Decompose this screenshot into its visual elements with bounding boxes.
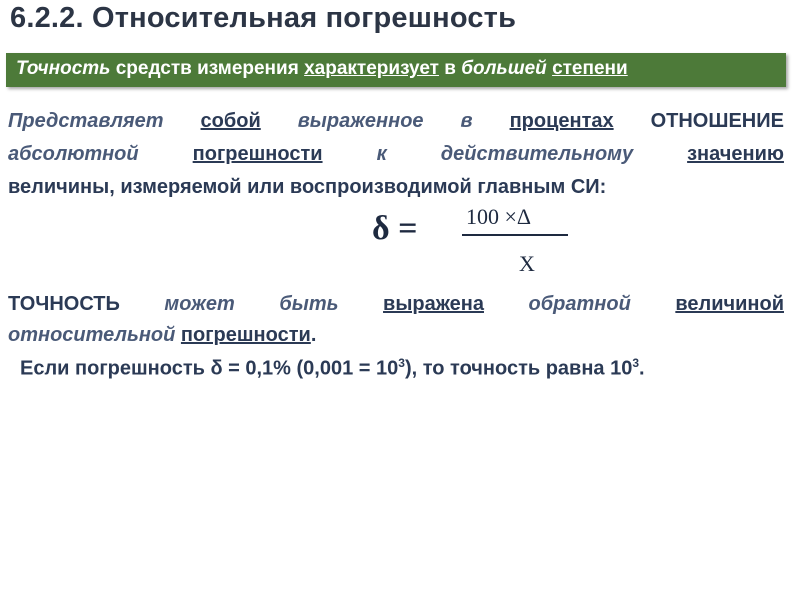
def-word-4: в bbox=[460, 110, 473, 132]
acc-word-1: ТОЧНОСТЬ bbox=[8, 293, 120, 315]
formula-numerator: 100 ×Δ bbox=[466, 204, 532, 229]
acc-word-8: погрешности bbox=[180, 324, 311, 346]
banner-word-degree: степени bbox=[552, 58, 628, 79]
example-line bbox=[20, 356, 796, 381]
banner-word-accuracy: Точность bbox=[16, 58, 111, 79]
definition-line-3: величины, измеряемой или воспроизводимой главным СИ: bbox=[8, 176, 607, 198]
formula-denominator: X bbox=[519, 251, 535, 276]
acc-word-3: быть bbox=[279, 293, 339, 315]
slide-title: 6.2.2. Относительная погрешность bbox=[10, 2, 517, 34]
banner bbox=[6, 53, 786, 87]
accuracy-line-1 bbox=[8, 293, 784, 316]
acc-word-4: выражена bbox=[383, 293, 484, 315]
def-word-9: к bbox=[376, 143, 387, 165]
banner-word-in: в bbox=[444, 58, 456, 79]
acc-period: . bbox=[310, 324, 317, 346]
def-word-6: ОТНОШЕНИЕ bbox=[650, 110, 784, 132]
acc-word-7: относительной bbox=[8, 324, 176, 346]
acc-word-2: может bbox=[164, 293, 235, 315]
def-word-7: абсолютной bbox=[8, 143, 139, 165]
definition-line-1 bbox=[8, 110, 784, 133]
def-word-11: значению bbox=[687, 143, 784, 165]
example-exp-2: 3 bbox=[632, 356, 640, 370]
def-word-10: действительному bbox=[440, 143, 634, 165]
banner-word-greater: большей bbox=[461, 58, 547, 79]
example-part-3: . bbox=[639, 357, 645, 380]
def-word-5: процентах bbox=[509, 110, 614, 132]
banner-word-characterizes: характеризует bbox=[304, 58, 439, 79]
formula-lhs: δ = bbox=[372, 210, 418, 247]
example-part-2: ), то точность равна 10 bbox=[404, 357, 633, 380]
banner-word-means: средств измерения bbox=[115, 58, 299, 79]
def-word-1: Представляет bbox=[8, 110, 164, 132]
acc-word-5: обратной bbox=[528, 293, 631, 315]
def-word-8: погрешности bbox=[192, 143, 323, 165]
example-part-1: Если погрешность δ = 0,1% (0,001 = 10 bbox=[20, 357, 399, 380]
banner-text bbox=[16, 58, 628, 80]
example-exp-1: 3 bbox=[398, 356, 405, 370]
acc-word-6: величиной bbox=[675, 293, 784, 315]
accuracy-line-2 bbox=[8, 324, 316, 347]
def-word-3: выраженное bbox=[297, 110, 424, 132]
def-word-2: собой bbox=[200, 110, 261, 132]
fraction-bar bbox=[462, 234, 568, 236]
definition-line-2 bbox=[8, 143, 784, 166]
